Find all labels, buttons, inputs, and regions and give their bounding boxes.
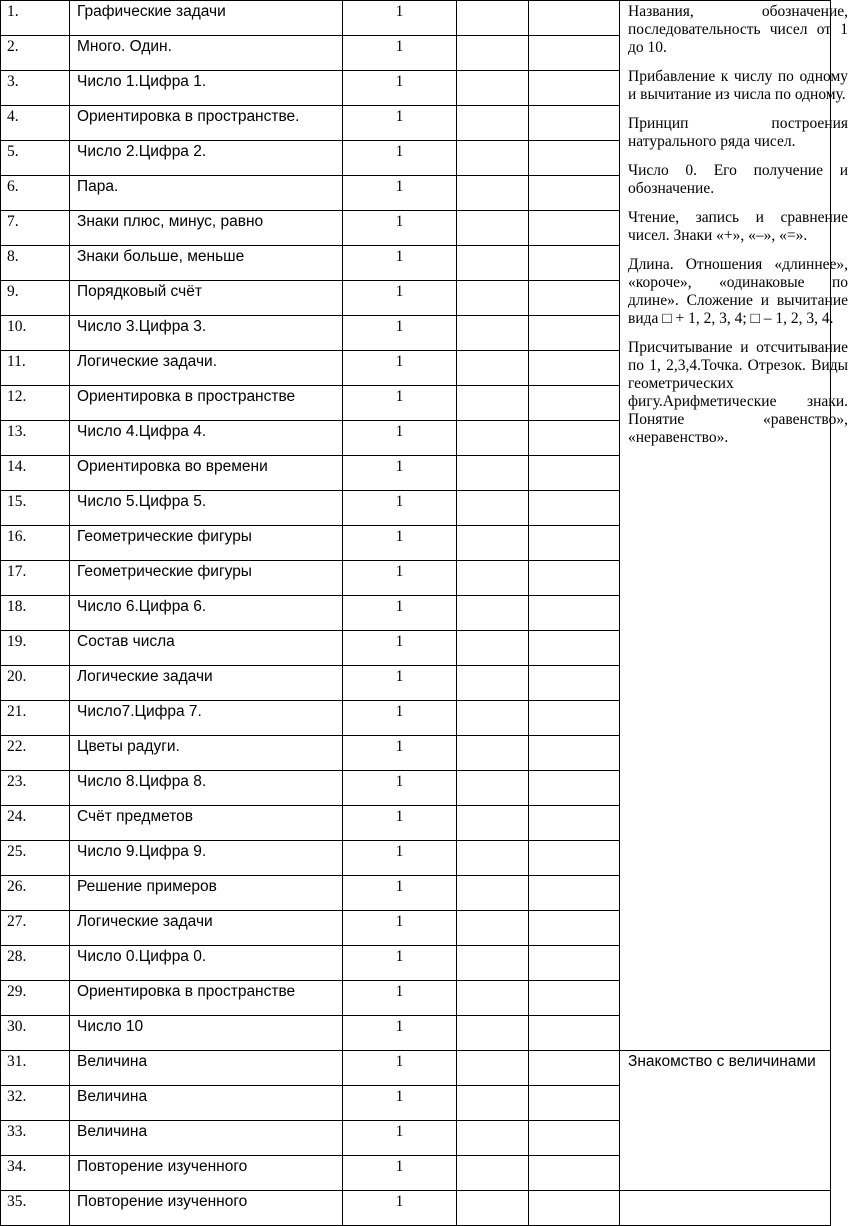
lesson-hours: 1 [343,281,457,316]
content-description-cell-2: Знакомство с величинами [620,1051,831,1191]
lesson-hours: 1 [343,841,457,876]
lesson-topic: Геометрические фигуры [70,526,343,561]
empty-cell [457,911,529,946]
lesson-number: 28. [1,946,70,981]
lesson-topic: Число 6.Цифра 6. [70,596,343,631]
lesson-number: 32. [1,1086,70,1121]
empty-cell [457,701,529,736]
lesson-number: 2. [1,36,70,71]
empty-cell [457,281,529,316]
lesson-topic: Пара. [70,176,343,211]
empty-cell [529,351,620,386]
lesson-topic: Число 3.Цифра 3. [70,316,343,351]
lesson-topic: Число 5.Цифра 5. [70,491,343,526]
empty-cell [529,1,620,36]
lesson-hours: 1 [343,806,457,841]
lesson-hours: 1 [343,981,457,1016]
lesson-number: 16. [1,526,70,561]
lesson-number: 7. [1,211,70,246]
empty-cell [457,876,529,911]
empty-cell [529,561,620,596]
empty-cell [457,456,529,491]
lesson-topic: Геометрические фигуры [70,561,343,596]
empty-cell [457,1016,529,1051]
table-body [1,1,848,1226]
lesson-hours: 1 [343,456,457,491]
lesson-number: 14. [1,456,70,491]
lesson-number: 23. [1,771,70,806]
lesson-hours: 1 [343,736,457,771]
content-paragraph: Длина. Отношения «длиннее», «короче», «одинаковые по длине». Сложение и вычитание вида □ + 1, 2, 3, 4; □ – 1, 2, 3, 4. [628,256,848,327]
empty-cell [529,876,620,911]
content-paragraph: Прибавление к числу по одному и вычитание из числа по одному. [628,68,848,103]
lesson-hours: 1 [343,1156,457,1191]
empty-cell [457,1,529,36]
empty-cell [457,176,529,211]
empty-cell [457,106,529,141]
empty-cell [529,211,620,246]
lesson-number: 31. [1,1051,70,1086]
lesson-hours: 1 [343,946,457,981]
empty-cell [457,1156,529,1191]
lesson-hours: 1 [343,246,457,281]
lesson-number: 18. [1,596,70,631]
lesson-topic: Повторение изученного [70,1191,343,1226]
empty-cell [529,71,620,106]
lesson-topic: Число 10 [70,1016,343,1051]
empty-cell [457,806,529,841]
empty-cell [457,561,529,596]
lesson-topic: Число 1.Цифра 1. [70,71,343,106]
lesson-number: 34. [1,1156,70,1191]
empty-cell [529,911,620,946]
lesson-number: 4. [1,106,70,141]
lesson-number: 22. [1,736,70,771]
lesson-topic: Число7.Цифра 7. [70,701,343,736]
empty-cell [457,771,529,806]
empty-cell [457,386,529,421]
lesson-topic: Число 8.Цифра 8. [70,771,343,806]
lesson-number: 21. [1,701,70,736]
lesson-topic: Состав числа [70,631,343,666]
lesson-topic: Число 0.Цифра 0. [70,946,343,981]
empty-cell [529,1121,620,1156]
lesson-topic: Логические задачи. [70,351,343,386]
lesson-topic: Ориентировка в пространстве [70,386,343,421]
empty-cell [529,421,620,456]
lesson-hours: 1 [343,1191,457,1226]
empty-cell [529,841,620,876]
empty-cell [620,1191,831,1226]
empty-cell [529,1016,620,1051]
empty-cell [529,36,620,71]
content-paragraph: Число 0. Его получение и обозначение. [628,162,848,197]
table-row [1,1,831,36]
empty-cell [457,736,529,771]
lesson-hours: 1 [343,316,457,351]
lesson-number: 13. [1,421,70,456]
lesson-topic: Ориентировка в пространстве. [70,106,343,141]
lesson-hours: 1 [343,1016,457,1051]
empty-cell [529,806,620,841]
lesson-topic: Величина [70,1086,343,1121]
lesson-number: 20. [1,666,70,701]
empty-cell [529,281,620,316]
lesson-hours: 1 [343,106,457,141]
lesson-topic: Ориентировка в пространстве [70,981,343,1016]
empty-cell [457,666,529,701]
lesson-topic: Знаки больше, меньше [70,246,343,281]
lesson-topic: Ориентировка во времени [70,456,343,491]
lesson-hours: 1 [343,1051,457,1086]
empty-cell [529,946,620,981]
empty-cell [529,1191,620,1226]
lesson-topic: Цветы радуги. [70,736,343,771]
empty-cell [529,736,620,771]
lesson-hours: 1 [343,176,457,211]
lesson-topic: Величина [70,1121,343,1156]
lesson-hours: 1 [343,386,457,421]
empty-cell [529,386,620,421]
lesson-number: 1. [1,1,70,36]
lesson-number: 9. [1,281,70,316]
empty-cell [529,701,620,736]
empty-cell [457,981,529,1016]
empty-cell [529,246,620,281]
lesson-number: 11. [1,351,70,386]
lesson-number: 19. [1,631,70,666]
lesson-topic: Логические задачи [70,666,343,701]
empty-cell [529,1156,620,1191]
empty-cell [529,526,620,561]
lesson-hours: 1 [343,491,457,526]
content-description-cell [620,1,848,1051]
lesson-topic: Знаки плюс, минус, равно [70,211,343,246]
empty-cell [457,421,529,456]
empty-cell [529,456,620,491]
empty-cell [457,526,529,561]
lesson-topic: Графические задачи [70,1,343,36]
empty-cell [457,491,529,526]
empty-cell [457,246,529,281]
lesson-hours: 1 [343,701,457,736]
empty-cell [529,981,620,1016]
empty-cell [457,1051,529,1086]
empty-cell [457,946,529,981]
empty-cell [529,106,620,141]
lesson-hours: 1 [343,211,457,246]
lesson-number: 17. [1,561,70,596]
table-row [1,1191,831,1226]
empty-cell [529,1086,620,1121]
empty-cell [529,631,620,666]
empty-cell [457,71,529,106]
empty-cell [457,596,529,631]
lesson-number: 33. [1,1121,70,1156]
lesson-number: 29. [1,981,70,1016]
empty-cell [457,631,529,666]
lesson-hours: 1 [343,141,457,176]
table-row [1,1051,831,1086]
empty-cell [457,351,529,386]
lesson-number: 26. [1,876,70,911]
lesson-hours: 1 [343,1,457,36]
lesson-number: 12. [1,386,70,421]
empty-cell [457,1121,529,1156]
lesson-hours: 1 [343,421,457,456]
lesson-number: 25. [1,841,70,876]
lesson-topic: Порядковый счёт [70,281,343,316]
lesson-number: 27. [1,911,70,946]
lesson-topic: Величина [70,1051,343,1086]
lesson-topic: Повторение изученного [70,1156,343,1191]
lesson-topic: Логические задачи [70,911,343,946]
lesson-topic: Число 4.Цифра 4. [70,421,343,456]
lesson-number: 30. [1,1016,70,1051]
content-paragraph: Принцип построения натурального ряда чисел. [628,115,848,150]
empty-cell [457,1191,529,1226]
lesson-topic: Число 9.Цифра 9. [70,841,343,876]
lesson-hours: 1 [343,561,457,596]
lesson-hours: 1 [343,771,457,806]
empty-cell [529,491,620,526]
content-paragraph: Присчитывание и отсчитывание по 1, 2,3,4.Точка. Отрезок. Виды геометрических фигу.Арифметические знаки. Понятие «равенство», «неравенство». [628,339,848,446]
empty-cell [457,316,529,351]
lesson-hours: 1 [343,1121,457,1156]
empty-cell [457,36,529,71]
lesson-number: 35. [1,1191,70,1226]
empty-cell [529,176,620,211]
lesson-hours: 1 [343,876,457,911]
lesson-hours: 1 [343,596,457,631]
lesson-hours: 1 [343,911,457,946]
lesson-topic: Счёт предметов [70,806,343,841]
lesson-number: 5. [1,141,70,176]
lesson-hours: 1 [343,351,457,386]
lesson-hours: 1 [343,631,457,666]
lesson-number: 15. [1,491,70,526]
lesson-hours: 1 [343,71,457,106]
lesson-number: 6. [1,176,70,211]
empty-cell [529,771,620,806]
lesson-number: 3. [1,71,70,106]
empty-cell [457,1086,529,1121]
empty-cell [457,141,529,176]
lesson-topic: Решение примеров [70,876,343,911]
lesson-hours: 1 [343,36,457,71]
content-paragraph: Названия, обозначение, последовательность чисел от 1 до 10. [628,3,848,56]
empty-cell [457,211,529,246]
lesson-hours: 1 [343,666,457,701]
content-paragraph: Чтение, запись и сравнение чисел. Знаки «+», «–», «=». [628,209,848,244]
empty-cell [457,841,529,876]
lesson-hours: 1 [343,1086,457,1121]
lesson-topic: Много. Один. [70,36,343,71]
empty-cell [529,596,620,631]
empty-cell [529,666,620,701]
lesson-number: 10. [1,316,70,351]
lesson-topic: Число 2.Цифра 2. [70,141,343,176]
empty-cell [529,316,620,351]
empty-cell [529,1051,620,1086]
lesson-number: 8. [1,246,70,281]
lesson-hours: 1 [343,526,457,561]
empty-cell [529,141,620,176]
lesson-number: 24. [1,806,70,841]
